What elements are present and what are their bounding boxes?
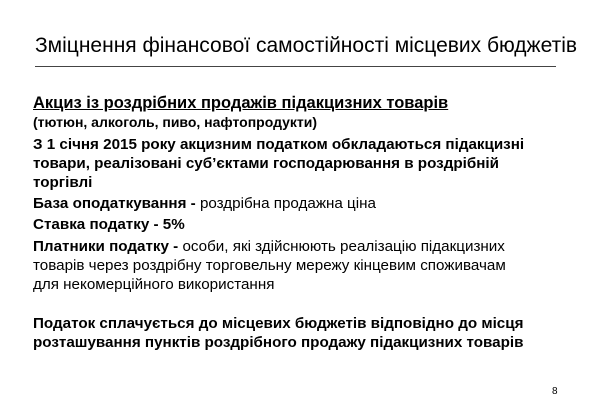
tax-base-label: База оподаткування - bbox=[33, 195, 200, 212]
conclusion-line: розташування пунктів роздрібного продажу підакцизних товарів bbox=[33, 334, 524, 351]
conclusion-line: Податок сплачується до місцевих бюджетів відповідно до місця bbox=[33, 315, 524, 332]
intro-line: товари, реалізовані суб’єктами господарювання в роздрібній bbox=[33, 155, 499, 172]
page-number: 8 bbox=[552, 386, 558, 397]
tax-payers-label: Платники податку - bbox=[33, 238, 183, 255]
payers-line: товарів через роздрібну торговельну мережу кінцевим споживачам bbox=[33, 257, 506, 274]
payers-line: особи, які здійснюють реалізацію підакцизних bbox=[182, 238, 505, 255]
intro-line: торгівлі bbox=[33, 174, 93, 191]
section-heading: Акциз із роздрібних продажів підакцизних товарів bbox=[33, 94, 449, 112]
section-subheading: (тютюн, алкоголь, пиво, нафтопродукти) bbox=[33, 114, 318, 130]
tax-base-value: роздрібна продажна ціна bbox=[199, 195, 376, 212]
title-divider bbox=[35, 66, 556, 67]
slide-title: Зміцнення фінансової самостійності місцевих бюджетів bbox=[35, 34, 578, 57]
intro-line: З 1 січня 2015 року акцизним податком обкладаються підакцизні bbox=[33, 136, 525, 153]
payers-line: для некомерційного використання bbox=[33, 276, 275, 293]
tax-rate: Ставка податку - 5% bbox=[33, 216, 185, 233]
conclusion-paragraph bbox=[33, 314, 523, 352]
tax-payers bbox=[33, 237, 506, 294]
intro-paragraph bbox=[33, 135, 524, 192]
tax-base bbox=[33, 194, 376, 213]
